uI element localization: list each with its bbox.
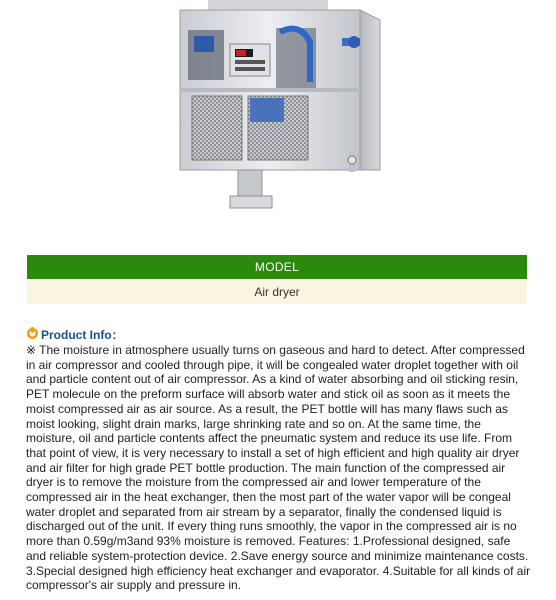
product-image bbox=[168, 0, 390, 222]
spec-table bbox=[27, 255, 527, 304]
model-header: MODEL bbox=[27, 255, 527, 279]
product-info-heading bbox=[26, 325, 531, 343]
air-dryer-photo bbox=[168, 0, 390, 222]
model-value: Air dryer bbox=[27, 279, 527, 304]
orange-bullet-icon bbox=[26, 327, 39, 341]
product-description: ※ The moisture in atmosphere usually turns on gaseous and hard to detect. After compressed in air compressor and cooled through pipe, it will be congealed water droplet together with oil and particle content out of air compressor. As a kind of water absorbing and oil sticking resin, PET molecule on the preform surface will absorb water and stick oil as soon as it meets the moist compressed air as air source. As a result, the PET bottle will has many flaws such as moist looking, slight drain marks, large shrinking rate and so on. At the same time, the moisture, oil and particle contents affect the pneumatic system and reduce its use life. From that point of view, it is very necessary to install a set of high efficient and high quality air dryer and air filter for high grade PET bottle production. The main function of the compressed air dryer is to remove the moisture from the compressed air and lower temperature of the compressed air in the heat exchanger, then the most part of the water vapor will be congeal water droplet and separated from air stream by a separator, finally the condensed liquid is discharged out of the unit. If every thing runs smoothly, the vapor in the compressed air is no more than 0.59g/m3and 93% moisture is removed. Features: 1.Professional designed, safe and reliable system-protection device. 2.Save energy source and minimize maintenance costs. 3.Special designed high efficiency heat exchanger and evaporator. 4.Suitable for all kinds of air compressor's air supply and pressure in. bbox=[26, 343, 531, 593]
product-info-section bbox=[26, 325, 531, 593]
product-info-title: Product Info： bbox=[41, 327, 124, 342]
